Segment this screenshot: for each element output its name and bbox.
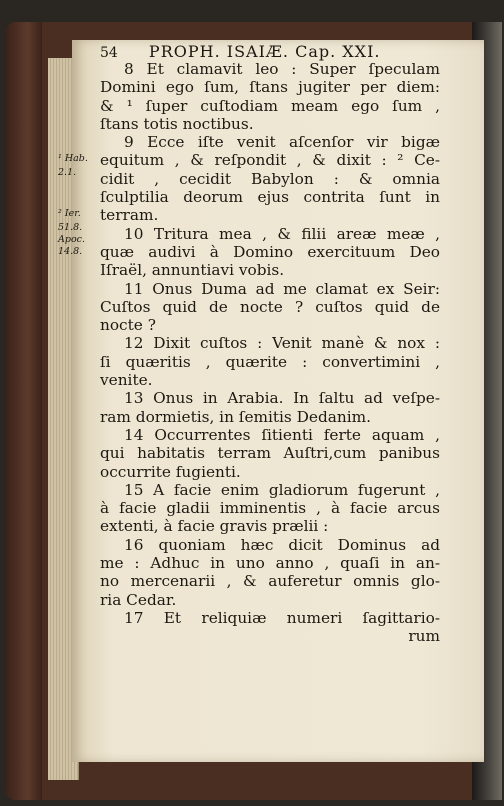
text-line: 13 Onus in Arabia. In ſaltu ad veſpe-	[124, 389, 440, 408]
body-text	[100, 60, 440, 646]
margin-note: ¹ Hab.	[58, 153, 88, 164]
text-line: 15 A facie enim gladiorum fugerunt ,	[124, 480, 440, 499]
text-line: 17 Et reliquiæ numeri ſagittario-	[124, 608, 440, 627]
text-line: & ¹ ſuper cuſtodiam meam ego ſum ,	[100, 96, 440, 115]
book-spine	[6, 22, 42, 800]
text-line: cidit , cecidit Babylon : & omnia	[100, 169, 440, 188]
text-line: ſi quæritis , quærite : convertimini ,	[100, 352, 440, 371]
text-line: 16 quoniam hæc dicit Dominus ad	[124, 535, 440, 554]
text-line: equitum , & reſpondit , & dixit : ² Ce-	[100, 151, 440, 170]
text-line: me : Adhuc in uno anno , quaſi in an-	[100, 554, 440, 573]
text-line: 12 Dixit cuſtos : Venit manè & nox :	[124, 334, 440, 353]
text-line: ria Cedar.	[100, 590, 177, 609]
text-line: extenti, à facie gravis prælii :	[100, 517, 329, 536]
margin-note: 2.1.	[58, 167, 77, 178]
text-line: 9 Ecce iſte venit aſcenſor vir bigæ	[124, 133, 440, 152]
text-line: quæ audivi à Domino exercituum Deo	[100, 242, 440, 261]
margin-note: Apoc.	[58, 234, 86, 245]
text-line: venite.	[100, 371, 153, 390]
text-line: Cuſtos quid de nocte ? cuſtos quid de	[100, 297, 440, 316]
text-line: ſtans totis noctibus.	[100, 114, 254, 133]
text-line: qui habitatis terram Auſtri,cum panibus	[100, 444, 440, 463]
margin-note: 51.8.	[58, 222, 83, 233]
text-line: ſculptilia deorum ejus contrita ſunt in	[100, 188, 440, 207]
text-line: 8 Et clamavit leo : Super ſpeculam	[124, 60, 440, 78]
text-line: 10 Tritura mea , & filii areæ meæ ,	[124, 224, 440, 243]
margin-note: ² Ier.	[58, 208, 81, 219]
text-line: ram dormietis, in ſemitis Dedanim.	[100, 407, 371, 426]
text-line: 14 Occurrentes ſitienti ferte aquam ,	[124, 425, 440, 444]
running-title: PROPH. ISAIÆ. Cap. XXI.	[148, 42, 381, 61]
catchword: rum	[408, 627, 440, 646]
text-line: Domini ego ſum, ſtans jugiter per diem:	[100, 78, 440, 97]
text-line: nocte ?	[100, 316, 156, 335]
text-line: 11 Onus Duma ad me clamat ex Seir:	[124, 279, 440, 298]
margin-note: 14.8.	[58, 246, 83, 257]
page-number: 54	[100, 45, 118, 61]
text-line: no mercenarii , & auferetur omnis glo-	[100, 572, 440, 591]
text-line: occurrite fugienti.	[100, 462, 241, 481]
text-line: Iſraël, annuntiavi vobis.	[100, 261, 285, 280]
text-line: terram.	[100, 206, 159, 225]
text-line: à facie gladii imminentis , à facie arcus	[100, 499, 440, 518]
